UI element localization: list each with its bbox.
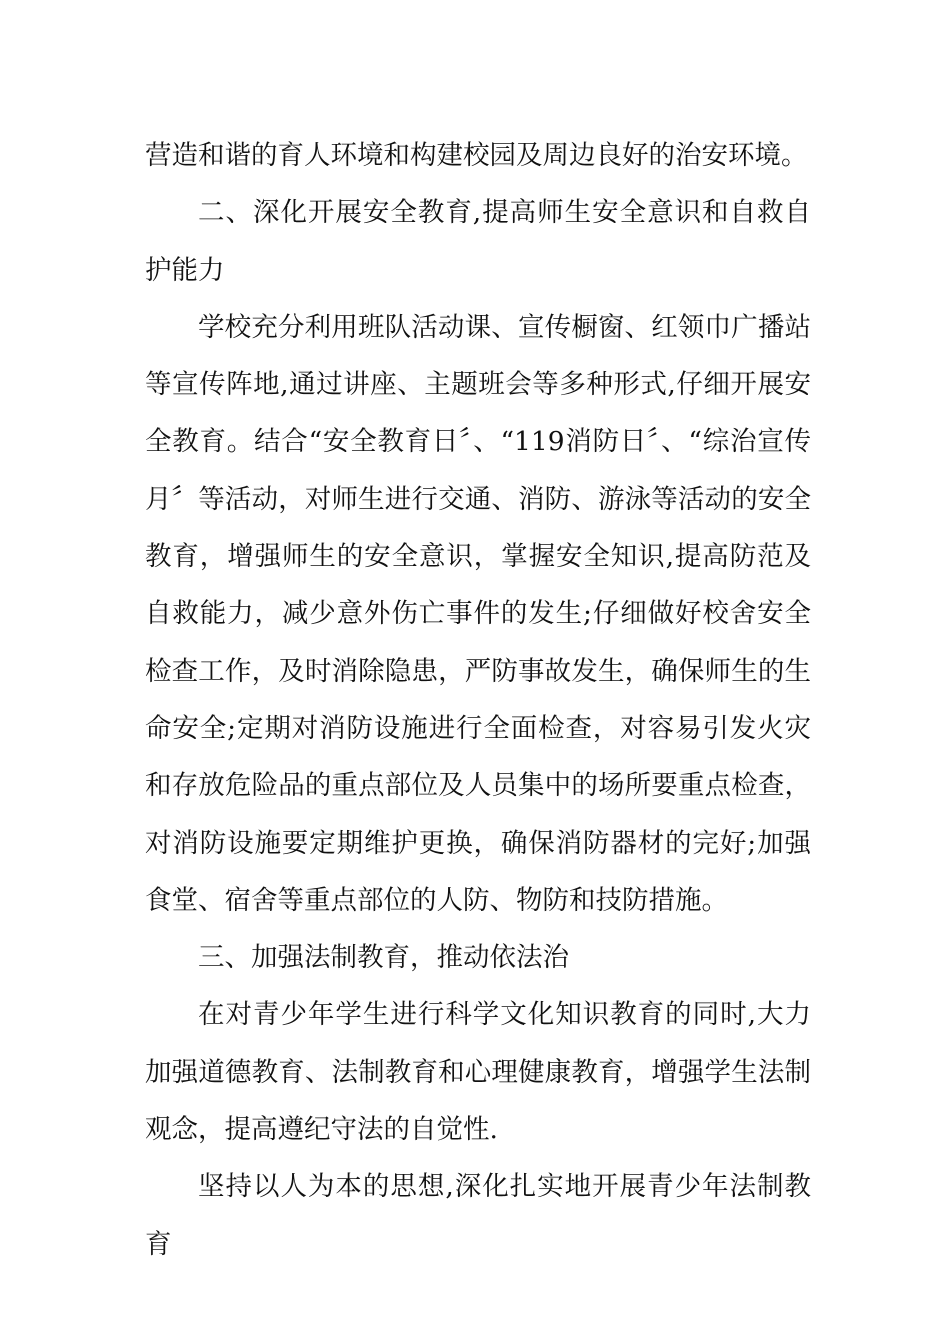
document-body bbox=[145, 127, 811, 1273]
section-heading-3: 三、加强法制教育，推动依法治 bbox=[198, 942, 569, 974]
section-heading-2: 二、深化开展安全教育,提高师生安全意识和自救自护能力 bbox=[145, 197, 811, 286]
paragraph-legal-education: 在对青少年学生进行科学文化知识教育的同时,大力加强道德教育、法制教育和心理健康教育，增强学生法制观念，提高遵纪守法的自觉性. bbox=[145, 999, 811, 1146]
paragraph-people-oriented: 坚持以人为本的思想,深化扎实地开展青少年法制教育 bbox=[145, 1171, 811, 1260]
paragraph-safety-education: 学校充分利用班队活动课、宣传橱窗、红领巾广播站等宣传阵地,通过讲座、主题班会等多种形式,仔细开展安全教育。结合“安全教育日〞、“119消防日〞、“综治宣传月〞等活动，对师生进行交通、消防、游泳等活动的安全教育，增强师生的安全意识，掌握安全知识,提高防范及自救能力，减少意外伤亡事件的发生;仔细做好校舍安全检查工作，及时消除隐患，严防事故发生，确保师生的生命安全;定期对消防设施进行全面检查，对容易引发火灾和存放危险品的重点部位及人员集中的场所要重点检查，对消防设施要定期维护更换，确保消防器材的完好;加强食堂、宿舍等重点部位的人防、物防和技防措施。 bbox=[145, 311, 811, 916]
paragraph-continuation: 营造和谐的育人环境和构建校园及周边良好的治安环境。 bbox=[145, 140, 808, 171]
